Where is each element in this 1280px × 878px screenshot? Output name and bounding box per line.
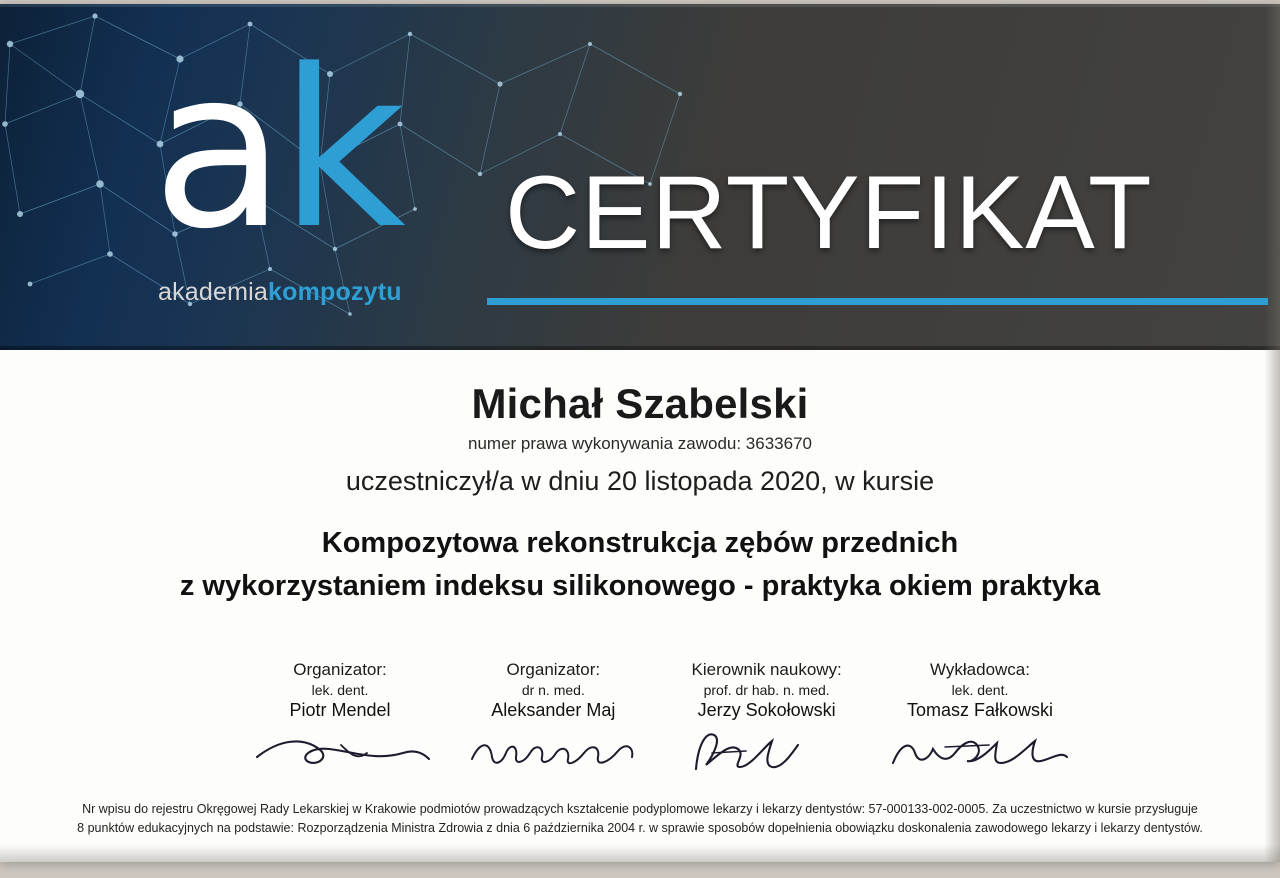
logo-subtitle-akademia: akademia xyxy=(158,278,268,306)
akademia-kompozytu-logo xyxy=(152,24,472,314)
license-number-line: numer prawa wykonywania zawodu: 3633670 xyxy=(468,434,812,453)
certificate-title: CERTYFIKAT xyxy=(505,155,1153,271)
header-top-edge xyxy=(0,4,1280,7)
logo-letter-k: k xyxy=(279,24,400,277)
signatory-block xyxy=(240,660,440,781)
signatory-name: Aleksander Maj xyxy=(491,700,616,720)
signatory-name: Jerzy Sokołowski xyxy=(697,700,836,720)
signatory-role: Kierownik naukowy: xyxy=(691,660,842,679)
signature-mark-icon xyxy=(667,723,867,781)
logo-subtitle xyxy=(158,278,402,307)
signature-mark-icon xyxy=(240,723,440,781)
signatories-row xyxy=(240,660,1080,781)
logo-subtitle-kompozytu: kompozytu xyxy=(268,278,402,306)
signatory-name: Piotr Mendel xyxy=(289,700,391,720)
certificate-body xyxy=(0,350,1280,862)
signatory-degree: dr n. med. xyxy=(521,682,585,698)
signatory-role: Wykładowca: xyxy=(929,660,1030,679)
footnote-line-2: 8 punktów edukacyjnych na podstawie: Rozporządzenia Ministra Zdrowia z dnia 6 października 2004 r. w sprawie sposobów dopełnienia obowiązku doskonalenia zawodowego lekarzy i lekarzy dentystów. xyxy=(77,821,1203,835)
signatory-degree: prof. dr hab. n. med. xyxy=(703,682,830,698)
signatory-name: Tomasz Fałkowski xyxy=(906,700,1053,720)
signature-mark-icon xyxy=(880,723,1080,781)
signatory-role: Organizator: xyxy=(506,660,601,679)
course-title xyxy=(0,522,1280,608)
certificate-sheet xyxy=(0,4,1280,862)
footnote-line-1: Nr wpisu do rejestru Okręgowej Rady Lekarskiej w Krakowie podmiotów prowadzących kształcenie podyplomowe lekarzy i lekarzy dentystów: 57-000133-002-0005. Za uczestnictwo w kursie przysługuje xyxy=(82,802,1198,816)
course-title-line-2: z wykorzystaniem indeksu silikonowego - praktyka okiem praktyka xyxy=(179,570,1101,602)
course-title-line-1: Kompozytowa rekonstrukcja zębów przednich xyxy=(321,527,959,559)
signatory-degree: lek. dent. xyxy=(951,682,1009,698)
participation-line: uczestniczył/a w dniu 20 listopada 2020, w kursie xyxy=(345,466,935,496)
signature-mark-icon xyxy=(453,723,653,781)
accent-rule xyxy=(487,298,1268,305)
logo-letter-a: a xyxy=(152,24,280,277)
signatory-block xyxy=(667,660,867,781)
signatory-role: Organizator: xyxy=(293,660,387,679)
certificate-header xyxy=(0,4,1280,350)
signatory-degree: lek. dent. xyxy=(311,682,369,698)
footnote xyxy=(60,800,1220,838)
signatory-block xyxy=(453,660,653,781)
recipient-name: Michał Szabelski xyxy=(471,380,809,427)
signatory-block xyxy=(880,660,1080,781)
